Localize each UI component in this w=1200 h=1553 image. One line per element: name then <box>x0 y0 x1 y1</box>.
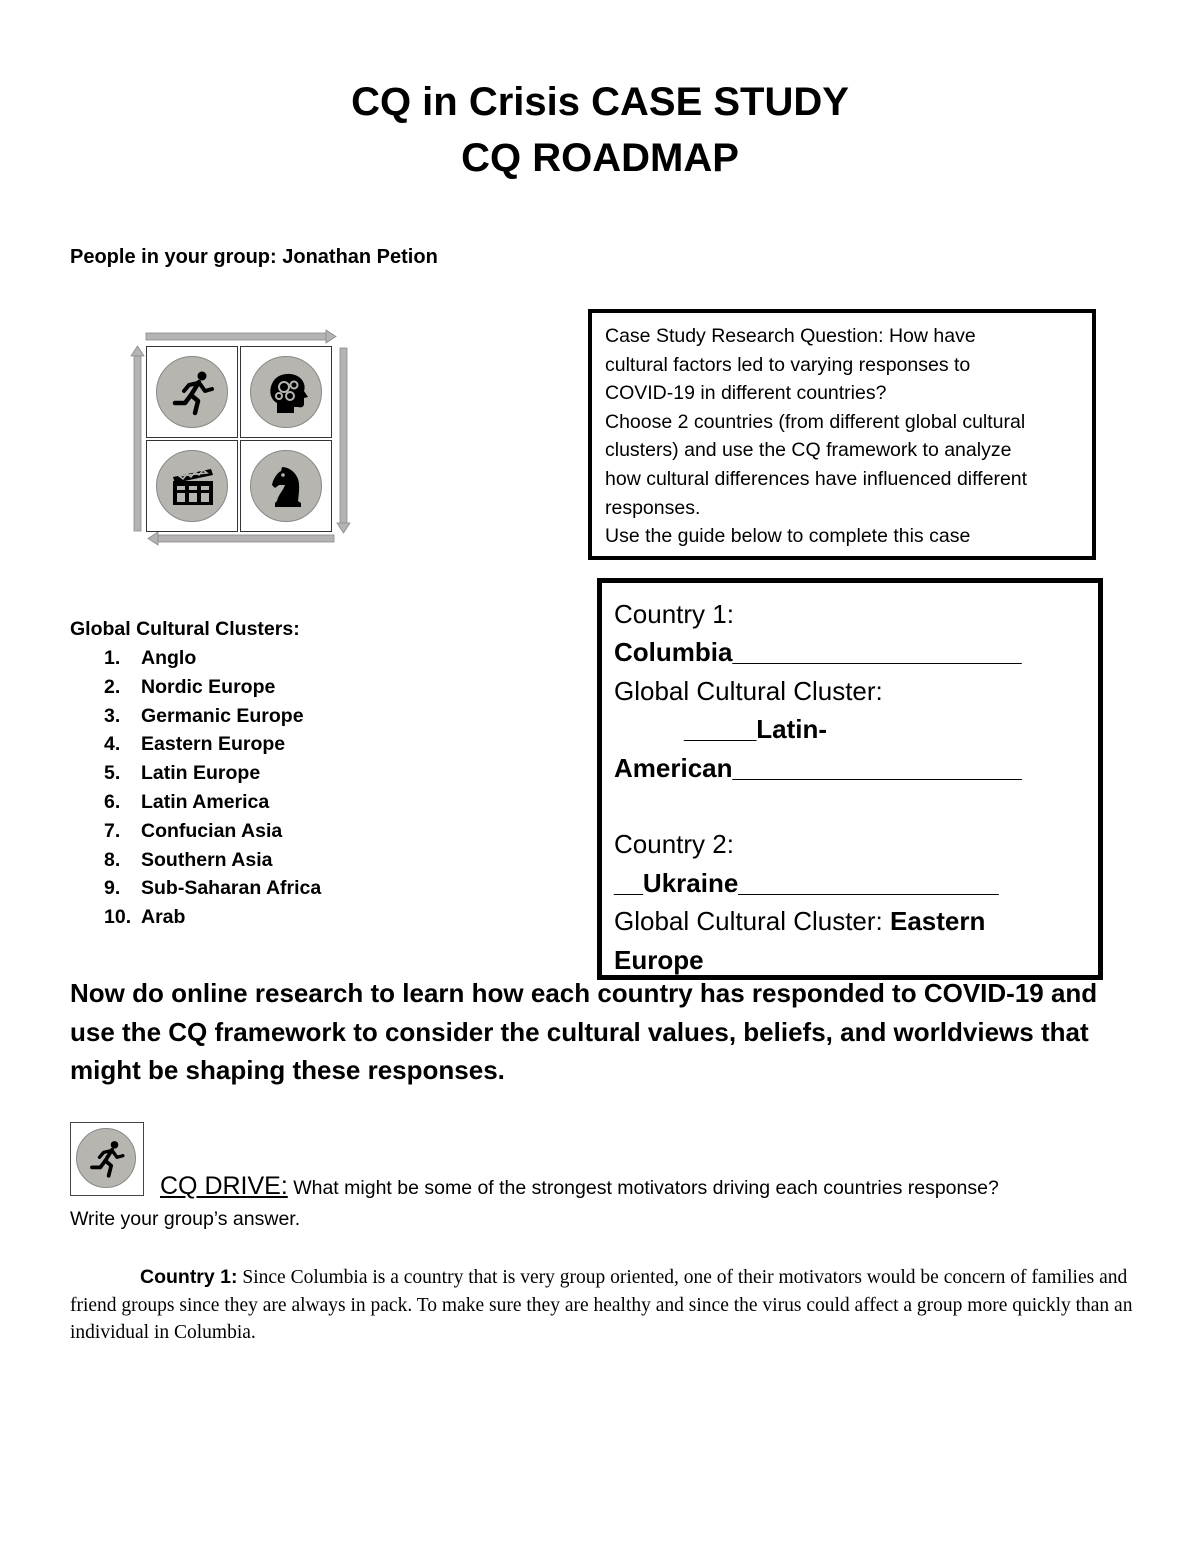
country1-label: Country 1: <box>614 599 734 629</box>
drive-question: What might be some of the strongest motivators driving each countries response? <box>287 1177 999 1199</box>
list-item: 6. Latin America <box>104 790 270 813</box>
country1-value[interactable]: Columbia____________________ <box>614 637 1022 668</box>
page-subtitle: CQ ROADMAP <box>461 136 739 180</box>
action-quadrant <box>146 440 238 532</box>
country1-cluster-value-b[interactable]: American____________________ <box>614 752 1022 783</box>
research-line: Choose 2 countries (from different global cultural <box>605 410 1026 433</box>
research-line: how cultural differences have influenced different <box>605 467 1028 490</box>
list-item: 2. Nordic Europe <box>104 675 276 698</box>
country1-cluster-value-a[interactable]: _____Latin- <box>684 714 828 745</box>
running-person-icon <box>87 1139 127 1179</box>
spacer <box>614 787 1090 825</box>
country2-cluster-value-a[interactable]: Eastern <box>890 906 986 937</box>
list-item: 3. Germanic Europe <box>104 704 304 727</box>
running-person-icon <box>169 369 217 417</box>
list-item: 4. Eastern Europe <box>104 733 286 756</box>
country2-cluster-row <box>614 902 1090 940</box>
research-line: Use the guide below to complete this case <box>605 525 971 548</box>
page-title: CQ in Crisis CASE STUDY <box>351 80 849 124</box>
brain-gears-icon <box>263 369 311 417</box>
list-item: 7. Confucian Asia <box>104 819 283 842</box>
drive-quadrant <box>146 346 238 438</box>
research-line: cultural factors led to varying responses to <box>605 353 971 376</box>
clusters-title: Global Cultural Clusters: <box>70 618 300 640</box>
drive-heading: CQ DRIVE: <box>160 1172 288 1200</box>
answer-label: Country 1: <box>140 1266 238 1288</box>
drive-answer[interactable] <box>70 1264 1138 1347</box>
clapperboard-icon <box>169 463 217 511</box>
list-item: 9. Sub-Saharan Africa <box>104 877 322 900</box>
country-selection-box <box>597 578 1103 980</box>
country2-label: Country 2: <box>614 829 734 860</box>
research-line: clusters) and use the CQ framework to analyze <box>605 439 1012 462</box>
drive-question-line <box>160 1172 999 1201</box>
drive-instruction: Write your group’s answer. <box>70 1208 301 1230</box>
drive-icon-frame <box>70 1122 144 1196</box>
country2-cluster-label: Global Cultural Cluster: <box>614 906 890 937</box>
clusters-list <box>104 644 321 932</box>
strategy-quadrant <box>240 440 332 532</box>
research-line: COVID-19 in different countries? <box>605 382 887 405</box>
research-prompt: Now do online research to learn how each country has responded to COVID-19 and use the CQ framework to consider the cultural values, beliefs, and worldviews that might be shaping these responses. <box>70 978 1098 1085</box>
list-item: 8. Southern Asia <box>104 848 273 871</box>
country2-cluster-value-b[interactable]: Europe <box>614 944 704 975</box>
list-item: 10. Arab <box>104 906 186 929</box>
country1-cluster-label: Global Cultural Cluster: <box>614 675 883 706</box>
list-item: 5. Latin Europe <box>104 762 261 785</box>
answer-text: Since Columbia is a country that is very group oriented, one of their motivators would be concern of families and friend groups since they are always in pack. To make sure they are healthy and since the virus could affect a group more quickly than an individual in Columbia. <box>70 1267 1133 1344</box>
research-line: Case Study Research Question: How have <box>605 325 976 347</box>
cq-roadmap-graphic <box>128 328 356 550</box>
group-members: People in your group: Jonathan Petion <box>70 246 438 268</box>
research-line: responses. <box>605 496 701 519</box>
research-question-box <box>588 309 1096 560</box>
chess-knight-icon <box>263 463 311 511</box>
country2-value[interactable]: __Ukraine__________________ <box>614 867 999 898</box>
knowledge-quadrant <box>240 346 332 438</box>
list-item: 1. Anglo <box>104 647 197 669</box>
